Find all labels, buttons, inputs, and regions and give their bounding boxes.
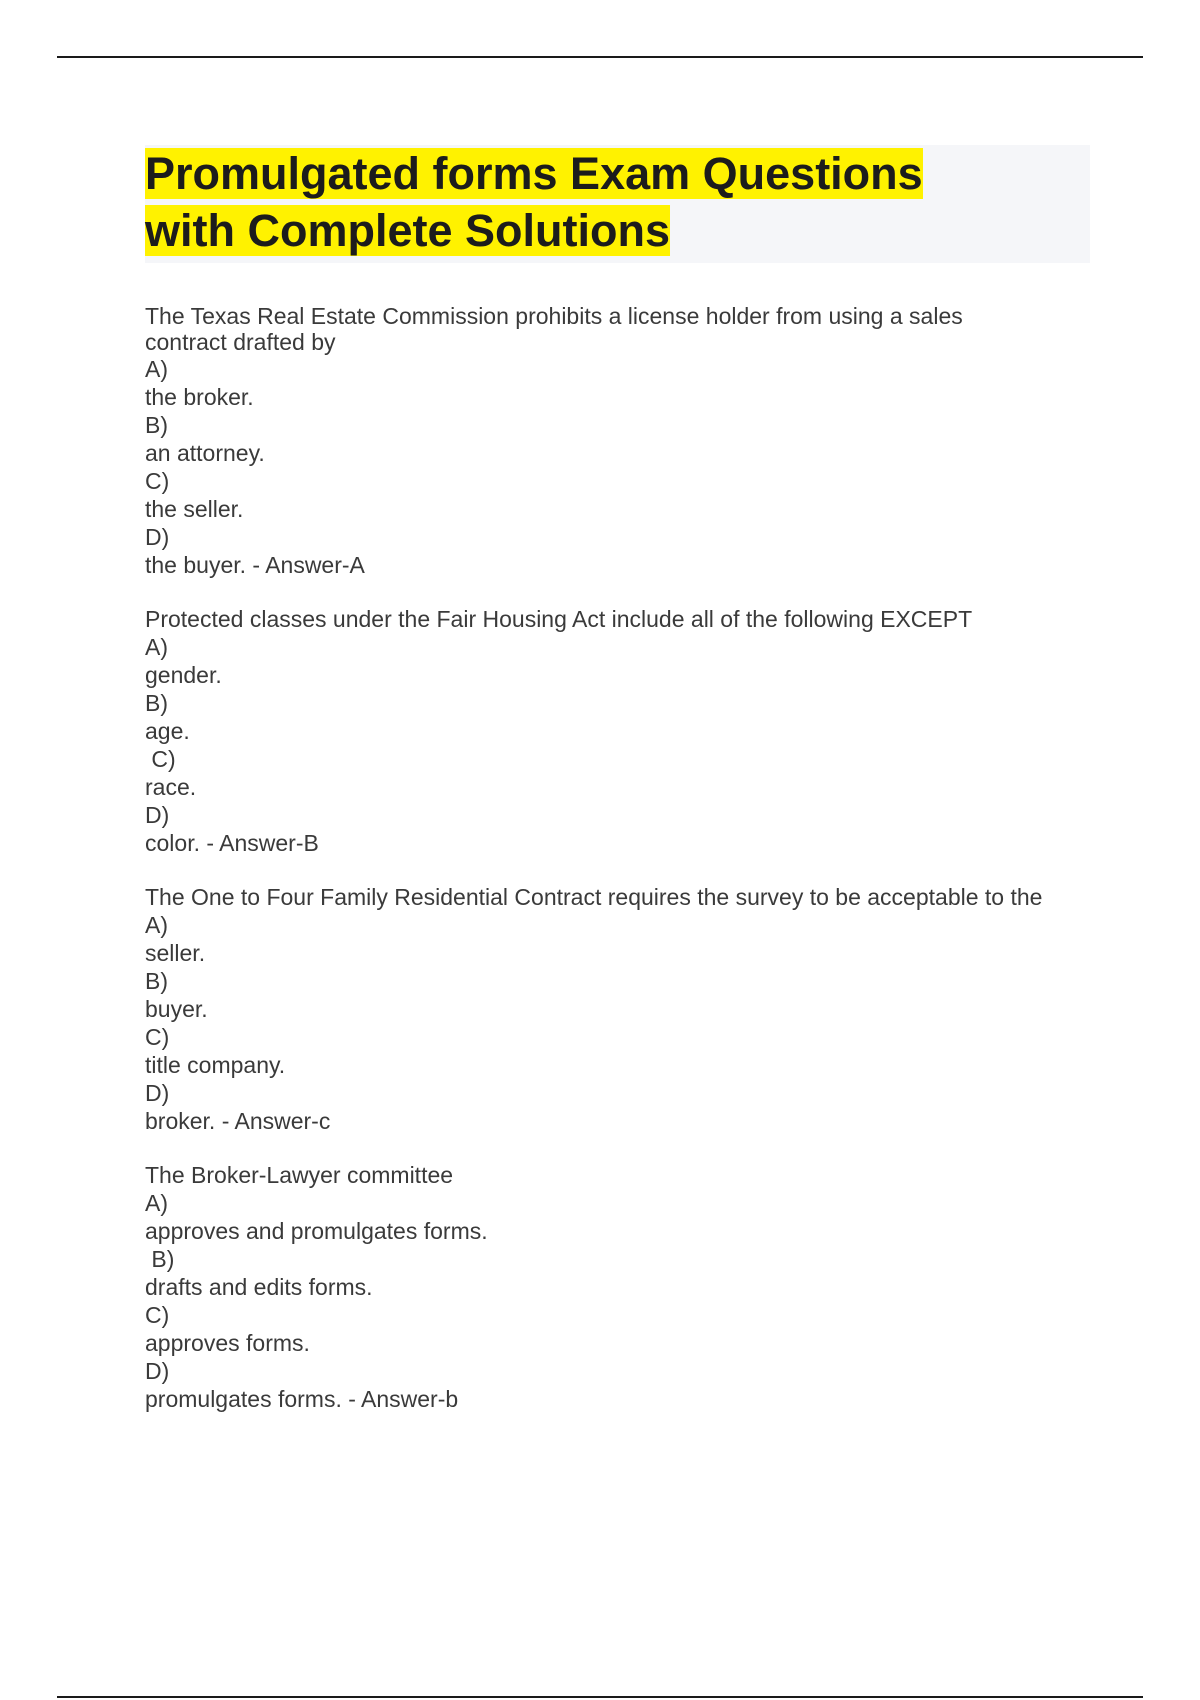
option-text-b: drafts and edits forms. (145, 1274, 373, 1300)
option-label-d: D) (145, 524, 170, 550)
question-4 (145, 1161, 1090, 1413)
option-text-c: race. (145, 774, 197, 800)
option-label-b: B) (145, 690, 168, 716)
option-label-d: D) (145, 1358, 170, 1384)
question-list (145, 303, 1090, 1441)
option-label-a: A) (145, 1190, 168, 1216)
option-label-b: B) (145, 1246, 175, 1272)
question-2 (145, 605, 1090, 857)
option-text-a: the broker. (145, 384, 254, 410)
option-text-d-answer: broker. - Answer-c (145, 1108, 331, 1134)
option-label-c: C) (145, 746, 176, 772)
question-1 (145, 303, 1090, 579)
option-text-d-answer: color. - Answer-B (145, 830, 319, 856)
option-text-a: seller. (145, 940, 206, 966)
bottom-rule (57, 1696, 1143, 1698)
option-text-c: title company. (145, 1052, 286, 1078)
question-stem: Protected classes under the Fair Housing Act include all of the following EXCEPT (145, 606, 973, 632)
question-stem: The Broker-Lawyer committee (145, 1162, 454, 1188)
option-label-c: C) (145, 1302, 170, 1328)
title-line-1: Promulgated forms Exam Questions (145, 148, 923, 199)
option-label-b: B) (145, 968, 168, 994)
option-text-b: buyer. (145, 996, 208, 1022)
option-text-c: approves forms. (145, 1330, 310, 1356)
option-text-a: gender. (145, 662, 222, 688)
option-label-a: A) (145, 634, 168, 660)
document-title (145, 145, 1090, 263)
title-line-2: with Complete Solutions (145, 205, 670, 256)
option-text-d-answer: the buyer. - Answer-A (145, 552, 365, 578)
option-label-a: A) (145, 356, 168, 382)
question-stem: The One to Four Family Residential Contract requires the survey to be acceptable to the (145, 884, 1043, 910)
question-3 (145, 883, 1090, 1135)
option-text-b: an attorney. (145, 440, 265, 466)
option-label-b: B) (145, 412, 168, 438)
option-text-b: age. (145, 718, 190, 744)
option-label-d: D) (145, 1080, 170, 1106)
option-text-a: approves and promulgates forms. (145, 1218, 488, 1244)
option-label-d: D) (145, 802, 170, 828)
option-label-a: A) (145, 912, 168, 938)
option-text-d-answer: promulgates forms. - Answer-b (145, 1386, 459, 1412)
question-stem: The Texas Real Estate Commission prohibits a license holder from using a sales contract drafted by (145, 303, 963, 355)
option-label-c: C) (145, 468, 170, 494)
top-rule (57, 56, 1143, 58)
option-label-c: C) (145, 1024, 170, 1050)
option-text-c: the seller. (145, 496, 244, 522)
